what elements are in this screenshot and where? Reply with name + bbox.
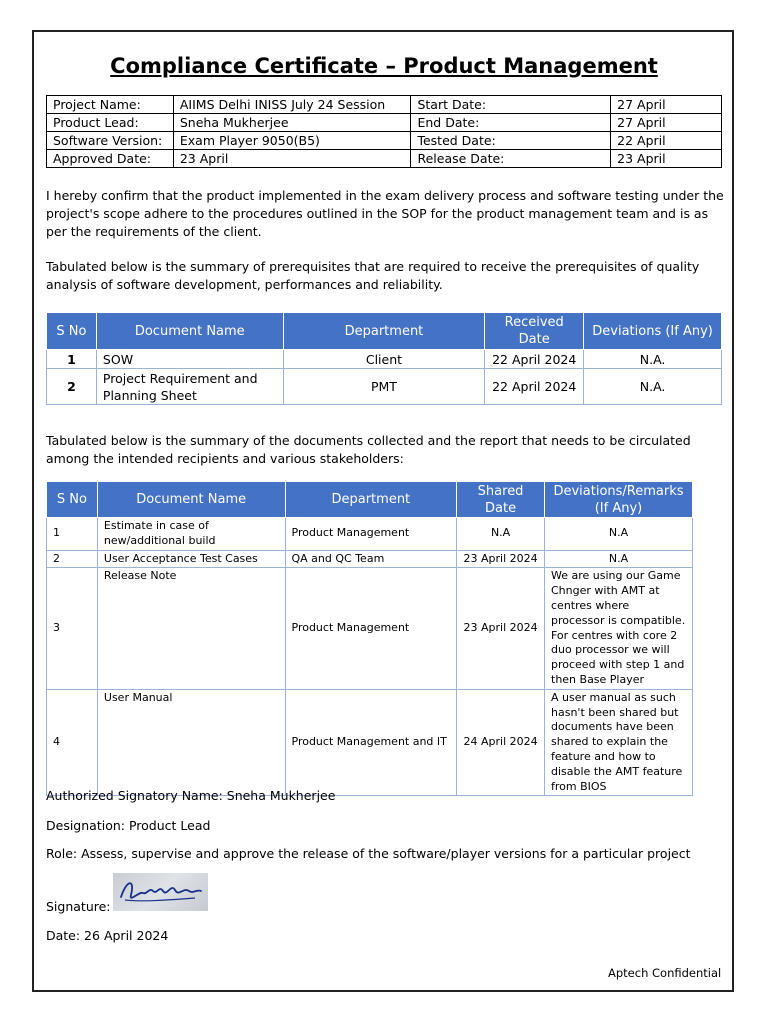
cell-remark: N.A <box>545 518 693 551</box>
info-value: 23 April <box>173 150 411 168</box>
cell-department: Product Management <box>285 518 457 551</box>
documents-paragraph: Tabulated below is the summary of the documents collected and the report that needs to be circulated among the intended recipients and various stakeholders: <box>46 433 691 466</box>
info-row <box>47 150 722 168</box>
info-label: Release Date: <box>411 150 611 168</box>
cell-document: User Acceptance Test Cases <box>97 550 285 568</box>
cell-department: PMT <box>283 369 485 405</box>
cell-date: 22 April 2024 <box>485 350 584 369</box>
footer-confidential: Aptech Confidential <box>608 966 722 980</box>
info-value: 22 April <box>611 132 722 150</box>
cell-department: Product Management <box>285 568 457 689</box>
table-row <box>47 518 693 551</box>
info-label: Product Lead: <box>47 114 174 132</box>
table-header-row <box>47 313 722 350</box>
cell-deviation: N.A. <box>584 350 722 369</box>
header-remarks: Deviations/Remarks (If Any) <box>545 482 693 518</box>
cell-remark: A user manual as such hasn't been shared but documents have been shared to explain the feature and how to disable the AMT feature from BIOS <box>545 689 693 796</box>
header-sno: S No <box>47 313 97 350</box>
header-sno: S No <box>47 482 98 518</box>
info-row <box>47 132 722 150</box>
cell-date: 24 April 2024 <box>457 689 545 796</box>
cell-remark: We are using our Game Chnger with AMT at centres where processor is compatible. For centres with core 2 duo processor we will proceed with step 1 and then Base Player <box>545 568 693 689</box>
signature-scribble <box>113 873 208 911</box>
cell-document: SOW <box>96 350 283 369</box>
cell-document: User Manual <box>97 689 285 796</box>
designation: Designation: Product Lead <box>46 818 211 833</box>
info-value: 27 April <box>611 96 722 114</box>
table-row <box>47 689 693 796</box>
signature-image <box>113 873 208 911</box>
project-info-table <box>46 95 722 168</box>
header-deviations: Deviations (If Any) <box>584 313 722 350</box>
cell-sno: 3 <box>47 568 98 689</box>
info-label: Tested Date: <box>411 132 611 150</box>
info-value: Exam Player 9050(B5) <box>173 132 411 150</box>
cell-date: 22 April 2024 <box>485 369 584 405</box>
table-row <box>47 550 693 568</box>
info-value: 27 April <box>611 114 722 132</box>
info-row <box>47 114 722 132</box>
header-document-name: Document Name <box>96 313 283 350</box>
info-label: Approved Date: <box>47 150 174 168</box>
confirmation-paragraph: I hereby confirm that the product implemented in the exam delivery process and software testing under the project's scope adhere to the procedures outlined in the SOP for the product management team and is as per the requirements of the client. <box>46 188 724 239</box>
cell-sno: 4 <box>47 689 98 796</box>
cell-deviation: N.A. <box>584 369 722 405</box>
info-value: AIIMS Delhi INISS July 24 Session <box>173 96 411 114</box>
cell-sno: 2 <box>47 369 97 405</box>
info-row <box>47 96 722 114</box>
cell-sno: 2 <box>47 550 98 568</box>
cell-document: Project Requirement and Planning Sheet <box>96 369 283 405</box>
info-label: Start Date: <box>411 96 611 114</box>
cell-department: Client <box>283 350 485 369</box>
header-shared-date: Shared Date <box>457 482 545 518</box>
cell-department: QA and QC Team <box>285 550 457 568</box>
prerequisites-paragraph: Tabulated below is the summary of prerequisites that are required to receive the prerequisites of quality analysis of software development, performances and reliability. <box>46 259 700 292</box>
cell-sno: 1 <box>47 350 97 369</box>
cell-date: 23 April 2024 <box>457 550 545 568</box>
info-value: Sneha Mukherjee <box>173 114 411 132</box>
signatory-name: Authorized Signatory Name: Sneha Mukherjee <box>46 788 336 803</box>
signature-label: Signature: <box>46 899 111 914</box>
cell-date: 23 April 2024 <box>457 568 545 689</box>
info-label: End Date: <box>411 114 611 132</box>
prerequisites-table <box>46 312 722 405</box>
header-department: Department <box>285 482 457 518</box>
info-value: 23 April <box>611 150 722 168</box>
role: Role: Assess, supervise and approve the release of the software/player versions for a particular project <box>46 846 691 861</box>
header-department: Department <box>283 313 485 350</box>
cell-remark: N.A <box>545 550 693 568</box>
table-header-row <box>47 482 693 518</box>
cell-sno: 1 <box>47 518 98 551</box>
header-received-date: Received Date <box>485 313 584 350</box>
info-label: Software Version: <box>47 132 174 150</box>
cell-department: Product Management and IT <box>285 689 457 796</box>
table-row <box>47 350 722 369</box>
header-document-name: Document Name <box>97 482 285 518</box>
cell-document: Release Note <box>97 568 285 689</box>
page-title: Compliance Certificate – Product Management <box>110 54 658 78</box>
cell-date: N.A <box>457 518 545 551</box>
table-row <box>47 568 693 689</box>
info-label: Project Name: <box>47 96 174 114</box>
date-line: Date: 26 April 2024 <box>46 928 169 943</box>
documents-table <box>46 481 693 796</box>
table-row <box>47 369 722 405</box>
cell-document: Estimate in case of new/additional build <box>97 518 285 551</box>
